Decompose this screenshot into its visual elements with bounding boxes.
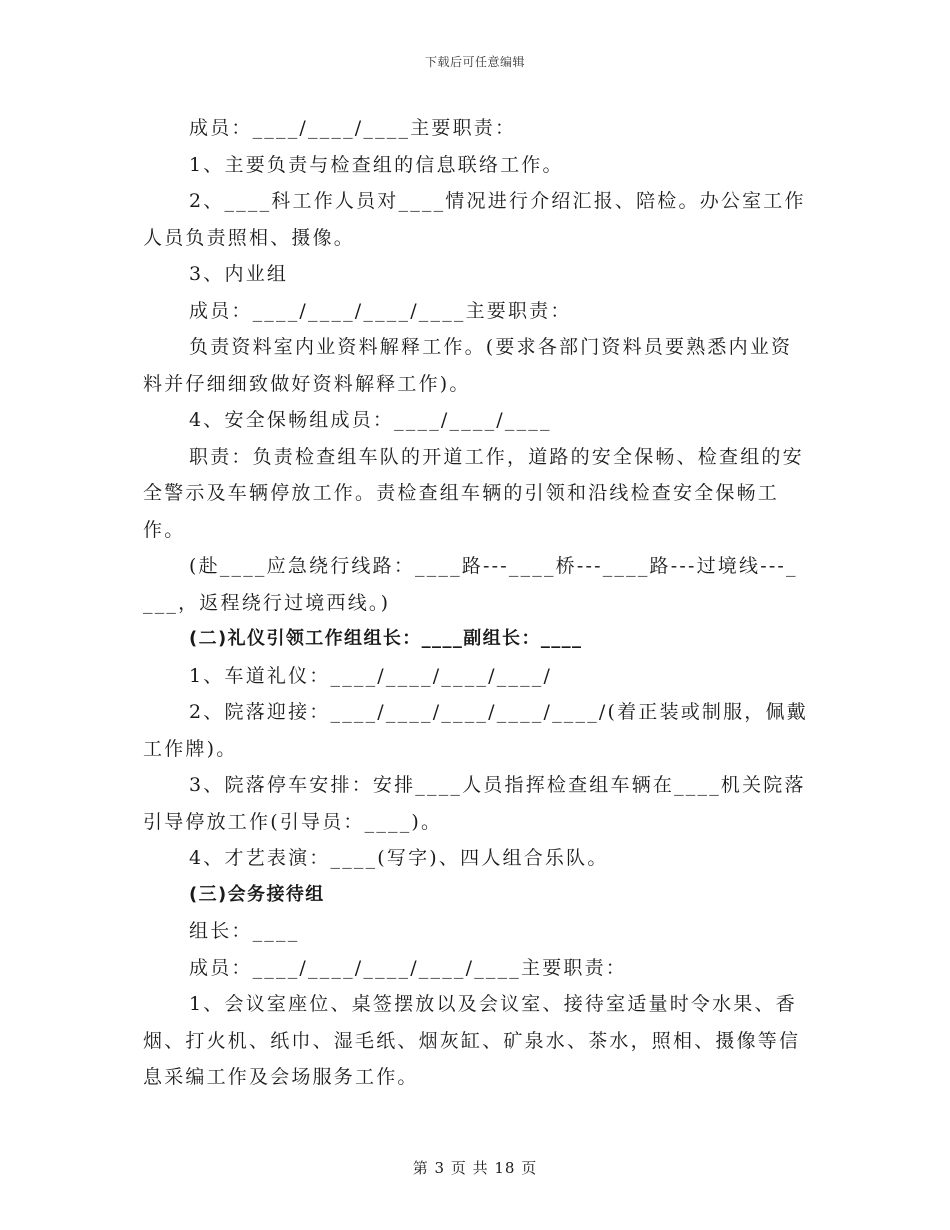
document-body	[143, 110, 808, 1096]
detour-route: (赴____应急绕行线路：____路---____桥---____路---过境线---____，返程绕行过境西线。)	[143, 555, 798, 614]
heading-reception-group: (三)会务接待组	[189, 883, 325, 905]
etiquette-item-2: 2、院落迎接：____/____/____/____/____/(着正装或制服，佩戴工作牌)。	[143, 701, 808, 760]
members-line-internal: 成员：____/____/____/____主要职责：	[189, 299, 572, 322]
internal-duty: 负责资料室内业资料解释工作。(要求各部门资料员要熟悉内业资料并仔细细致做好资料解释工作)。	[143, 336, 793, 395]
members-line-1: 成员：____/____/____主要职责：	[189, 117, 517, 139]
section-internal-group: 3、内业组	[189, 263, 289, 285]
section-safety-group: 4、安全保畅组成员：____/____/____	[189, 409, 552, 431]
etiquette-item-4: 4、才艺表演：____(写字)、四人组合乐队。	[189, 847, 609, 869]
safety-duty: 职责：负责检查组车队的开道工作，道路的安全保畅、检查组的安全警示及车辆停放工作。责检查组车辆的引领和沿线检查安全保畅工作。	[143, 445, 804, 541]
heading-etiquette-group: (二)礼仪引领工作组组长：____副组长：____	[189, 628, 583, 649]
page-number: 第 3 页 共 18 页	[412, 1159, 538, 1177]
duty-item-2: 2、____科工作人员对____情况进行介绍汇报、陪检。办公室工作人员负责照相、摄像。	[143, 190, 806, 249]
etiquette-item-3: 3、院落停车安排：安排____人员指挥检查组车辆在____机关院落引导停放工作(引导员：____)。	[143, 774, 806, 833]
reception-item-1: 1、会议室座位、桌签摆放以及会议室、接待室适量时令水果、香烟、打火机、纸巾、湿毛纸、烟灰缸、矿泉水、茶水，照相、摄像等信息采编工作及会场服务工作。	[143, 993, 801, 1088]
reception-members: 成员：____/____/____/____/____主要职责：	[189, 956, 628, 979]
duty-item-1: 1、主要负责与检查组的信息联络工作。	[189, 153, 564, 176]
etiquette-item-1: 1、车道礼仪：____/____/____/____/	[189, 664, 553, 687]
page-header-note: 下载后可任意编辑	[424, 55, 525, 69]
reception-leader: 组长：____	[189, 920, 300, 942]
